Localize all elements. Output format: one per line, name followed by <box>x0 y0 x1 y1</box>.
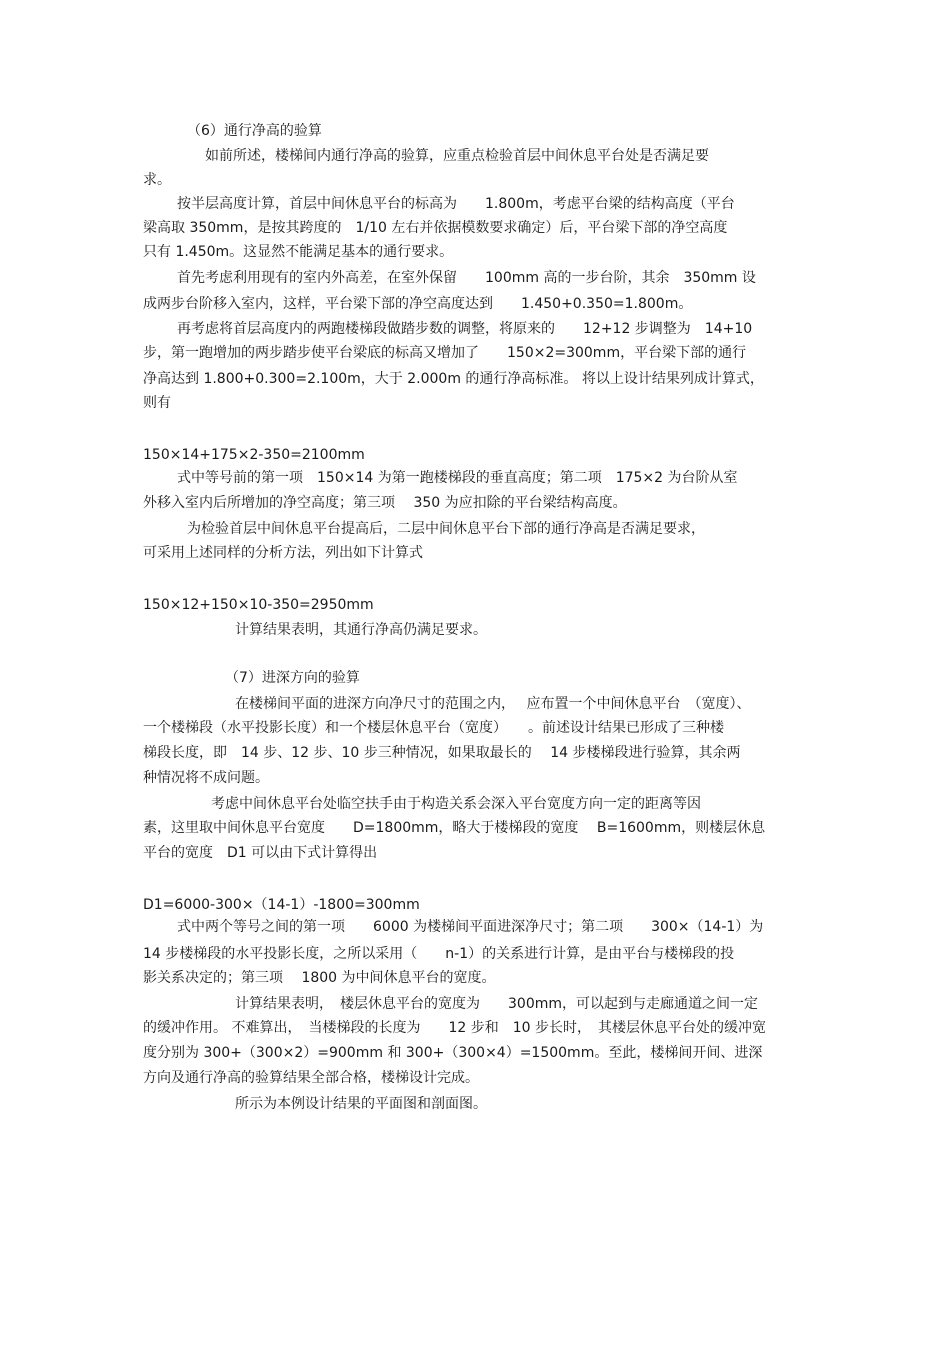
paragraph-line: 所示为本例设计结果的平面图和剖面图。 <box>235 1096 487 1112</box>
formula-line: D1=6000-300×（14-1）-1800=300mm <box>143 897 420 913</box>
paragraph-line: 式中两个等号之间的第一项 6000 为楼梯间平面进深净尺寸；第二项 300×（14-1）为 <box>177 919 764 935</box>
paragraph-line: 考虑中间休息平台处临空扶手由于构造关系会深入平台宽度方向一定的距离等因 <box>211 796 701 812</box>
paragraph-line: 求。 <box>143 172 171 188</box>
paragraph-line: 净高达到 1.800+0.300=2.100m，大于 2.000m 的通行净高标准。 将以上设计结果列成计算式， <box>143 371 764 387</box>
paragraph-line: 梯段长度，即 14 步、12 步、10 步三种情况，如果取最长的 14 步楼梯段进行验算，其余两 <box>143 745 741 761</box>
paragraph-line: 外移入室内后所增加的净空高度；第三项 350 为应扣除的平台梁结构高度。 <box>143 495 627 511</box>
paragraph-line: 素，这里取中间休息平台宽度 D=1800mm，略大于楼梯段的宽度 B=1600mm，则楼层休息 <box>143 820 766 836</box>
paragraph-line: 梁高取 350mm，是按其跨度的 1/10 左右并依据模数要求确定）后，平台梁下部的净空高度 <box>143 220 728 236</box>
paragraph-line: 首先考虑利用现有的室内外高差，在室外保留 100mm 高的一步台阶，其余 350mm 设 <box>177 270 756 286</box>
paragraph-line: 式中等号前的第一项 150×14 为第一跑楼梯段的垂直高度；第二项 175×2 为台阶从室 <box>177 470 738 486</box>
paragraph-line: 种情况将不成问题。 <box>143 770 269 786</box>
paragraph-line: 度分别为 300+（300×2）=900mm 和 300+（300×4）=1500mm。至此，楼梯间开间、进深 <box>143 1045 763 1061</box>
paragraph-line: 则有 <box>143 395 171 411</box>
paragraph-line: 按半层高度计算，首层中间休息平台的标高为 1.800m，考虑平台梁的结构高度（平台 <box>177 196 735 212</box>
paragraph-line: 影关系决定的；第三项 1800 为中间休息平台的宽度。 <box>143 970 496 986</box>
paragraph-line: 为检验首层中间休息平台提高后，二层中间休息平台下部的通行净高是否满足要求， <box>187 521 705 537</box>
paragraph-line: 如前所述，楼梯间内通行净高的验算，应重点检验首层中间休息平台处是否满足要 <box>205 148 709 164</box>
paragraph-line: 成两步台阶移入室内，这样，平台梁下部的净空高度达到 1.450+0.350=1.800m。 <box>143 296 693 312</box>
paragraph-line: 再考虑将首层高度内的两跑楼梯段做踏步数的调整，将原来的 12+12 步调整为 14+10 <box>177 321 753 337</box>
paragraph-line: 的缓冲作用。 不难算出， 当楼梯段的长度为 12 步和 10 步长时， 其楼层休息平台处的缓冲宽 <box>143 1020 766 1036</box>
paragraph-line: 在楼梯间平面的进深方向净尺寸的范围之内， 应布置一个中间休息平台 （宽度）、 <box>235 696 751 712</box>
paragraph-line: 可采用上述同样的分析方法，列出如下计算式 <box>143 545 423 561</box>
formula-line: 150×14+175×2-350=2100mm <box>143 447 365 463</box>
paragraph-line: 计算结果表明，其通行净高仍满足要求。 <box>235 622 487 638</box>
paragraph-line: 14 步楼梯段的水平投影长度，之所以采用（ n-1）的关系进行计算，是由平台与楼梯段的投 <box>143 946 735 962</box>
section-heading: （6）通行净高的验算 <box>187 123 322 139</box>
paragraph-line: 平台的宽度 D1 可以由下式计算得出 <box>143 845 378 861</box>
formula-line: 150×12+150×10-350=2950mm <box>143 597 374 613</box>
paragraph-line: 只有 1.450m。这显然不能满足基本的通行要求。 <box>143 244 454 260</box>
paragraph-line: 一个楼梯段（水平投影长度）和一个楼层休息平台（宽度） 。前述设计结果已形成了三种楼 <box>143 720 724 736</box>
paragraph-line: 计算结果表明， 楼层休息平台的宽度为 300mm，可以起到与走廊通道之间一定 <box>235 996 758 1012</box>
paragraph-line: 方向及通行净高的验算结果全部合格，楼梯设计完成。 <box>143 1070 479 1086</box>
paragraph-line: 步，第一跑增加的两步踏步使平台梁底的标高又增加了 150×2=300mm，平台梁下部的通行 <box>143 345 747 361</box>
section-heading: （7）进深方向的验算 <box>225 670 360 686</box>
